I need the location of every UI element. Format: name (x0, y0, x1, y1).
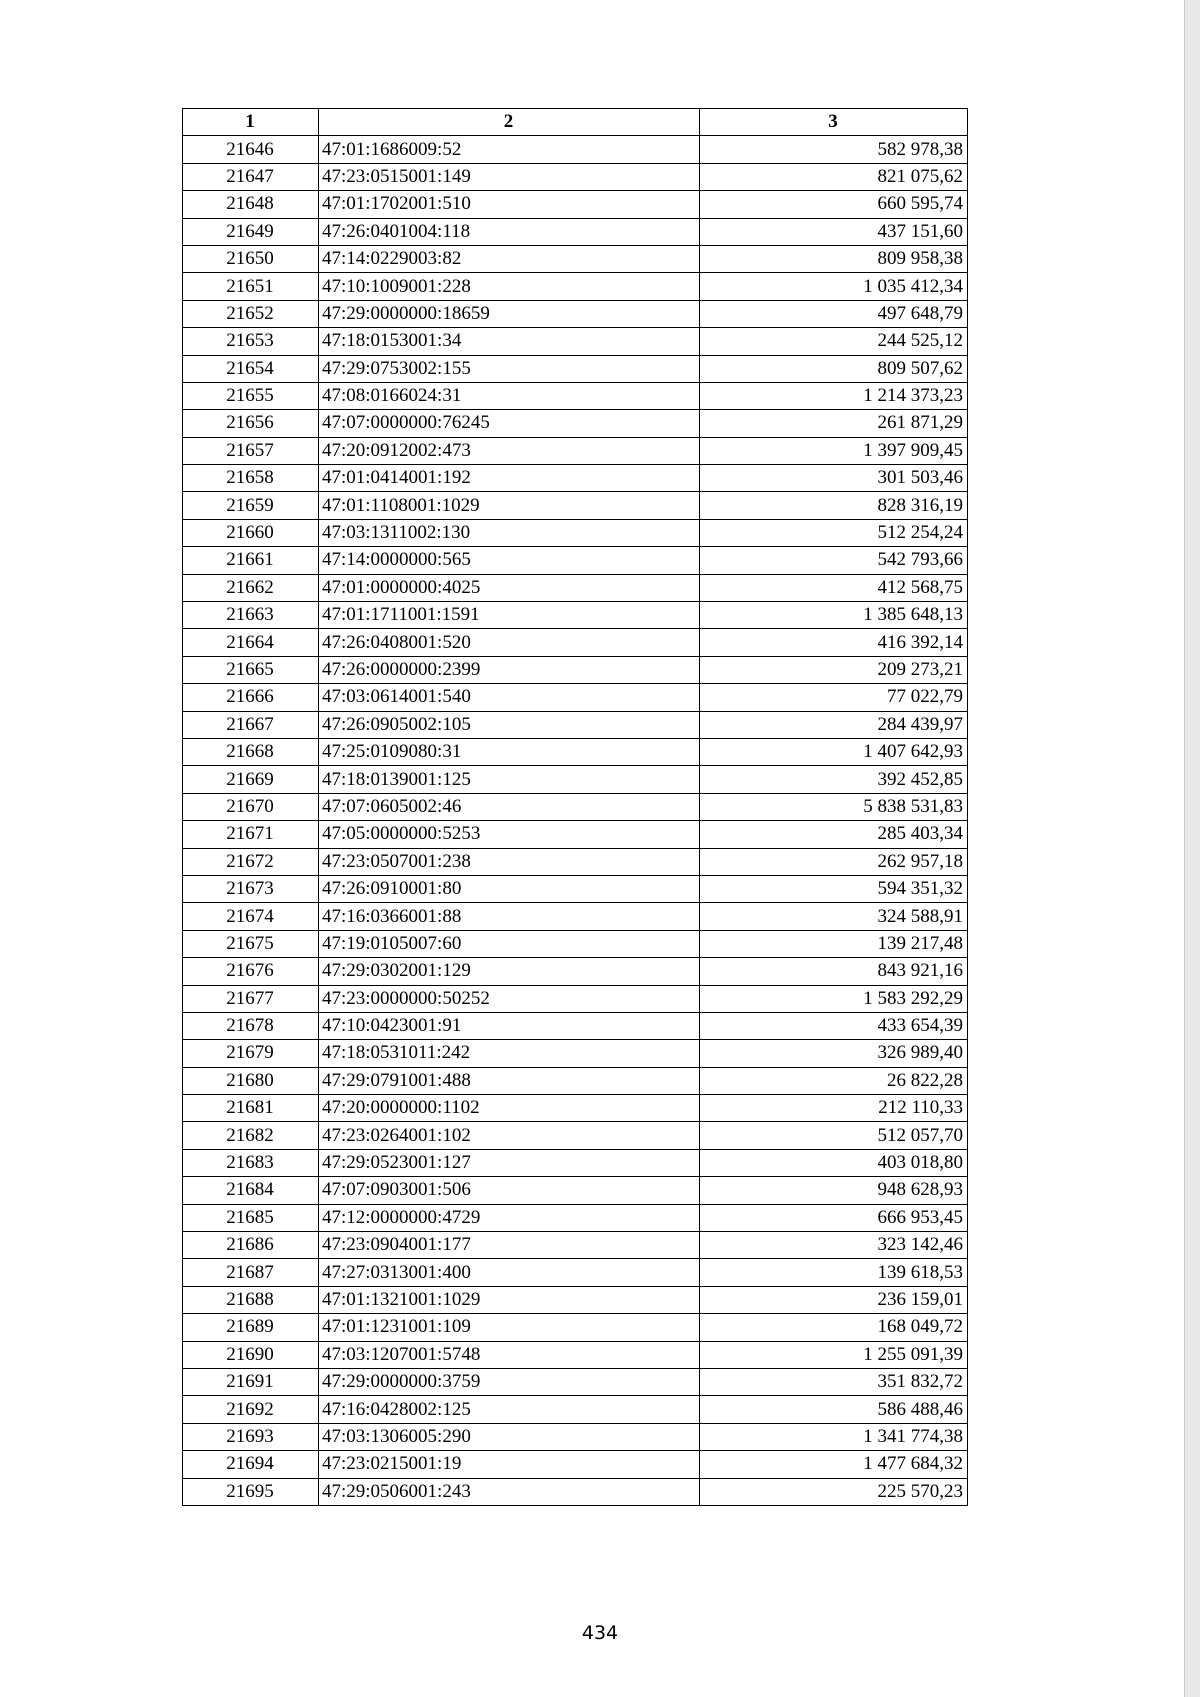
table-row (183, 738, 968, 765)
value-cell: 1 583 292,29 (700, 985, 968, 1012)
value-cell: 412 568,75 (700, 574, 968, 601)
row-number-cell: 21678 (183, 1012, 319, 1039)
table-row (183, 382, 968, 409)
table-row (183, 656, 968, 683)
table-row (183, 1286, 968, 1313)
value-cell: 594 351,32 (700, 875, 968, 902)
table-row (183, 1204, 968, 1231)
table-row (183, 574, 968, 601)
row-number-cell: 21665 (183, 656, 319, 683)
value-cell: 828 316,19 (700, 492, 968, 519)
row-number-cell: 21693 (183, 1423, 319, 1450)
row-number-cell: 21664 (183, 629, 319, 656)
header-cell-3: 3 (700, 109, 968, 136)
row-number-cell: 21660 (183, 519, 319, 546)
row-number-cell: 21673 (183, 875, 319, 902)
table-row (183, 766, 968, 793)
cadastral-number-cell: 47:08:0166024:31 (319, 382, 700, 409)
cadastral-number-cell: 47:14:0229003:82 (319, 245, 700, 272)
value-cell: 168 049,72 (700, 1314, 968, 1341)
table-row (183, 1149, 968, 1176)
table-row (183, 1067, 968, 1094)
row-number-cell: 21681 (183, 1095, 319, 1122)
table-row (183, 218, 968, 245)
value-cell: 660 595,74 (700, 191, 968, 218)
table-row (183, 355, 968, 382)
value-cell: 582 978,38 (700, 136, 968, 163)
value-cell: 285 403,34 (700, 821, 968, 848)
header-row (183, 109, 968, 136)
row-number-cell: 21647 (183, 163, 319, 190)
row-number-cell: 21654 (183, 355, 319, 382)
value-cell: 542 793,66 (700, 547, 968, 574)
value-cell: 26 822,28 (700, 1067, 968, 1094)
value-cell: 261 871,29 (700, 410, 968, 437)
row-number-cell: 21680 (183, 1067, 319, 1094)
row-number-cell: 21689 (183, 1314, 319, 1341)
row-number-cell: 21670 (183, 793, 319, 820)
table-row (183, 875, 968, 902)
cadastral-number-cell: 47:03:0614001:540 (319, 684, 700, 711)
value-cell: 244 525,12 (700, 328, 968, 355)
value-cell: 326 989,40 (700, 1040, 968, 1067)
row-number-cell: 21651 (183, 273, 319, 300)
table-body (183, 136, 968, 1506)
table-row (183, 547, 968, 574)
table-row (183, 684, 968, 711)
cadastral-number-cell: 47:26:0000000:2399 (319, 656, 700, 683)
value-cell: 512 057,70 (700, 1122, 968, 1149)
cadastral-number-cell: 47:07:0903001:506 (319, 1177, 700, 1204)
value-cell: 1 477 684,32 (700, 1451, 968, 1478)
table-row (183, 1012, 968, 1039)
cadastral-number-cell: 47:23:0515001:149 (319, 163, 700, 190)
row-number-cell: 21666 (183, 684, 319, 711)
value-cell: 301 503,46 (700, 465, 968, 492)
cadastral-number-cell: 47:29:0506001:243 (319, 1478, 700, 1505)
cadastral-number-cell: 47:12:0000000:4729 (319, 1204, 700, 1231)
table-row (183, 958, 968, 985)
row-number-cell: 21658 (183, 465, 319, 492)
row-number-cell: 21646 (183, 136, 319, 163)
value-cell: 437 151,60 (700, 218, 968, 245)
table-row (183, 985, 968, 1012)
cadastral-number-cell: 47:26:0905002:105 (319, 711, 700, 738)
value-cell: 948 628,93 (700, 1177, 968, 1204)
cadastral-number-cell: 47:23:0507001:238 (319, 848, 700, 875)
cadastral-number-cell: 47:23:0000000:50252 (319, 985, 700, 1012)
cadastral-number-cell: 47:07:0000000:76245 (319, 410, 700, 437)
cadastral-number-cell: 47:26:0910001:80 (319, 875, 700, 902)
row-number-cell: 21686 (183, 1232, 319, 1259)
row-number-cell: 21652 (183, 300, 319, 327)
value-cell: 809 507,62 (700, 355, 968, 382)
table-row (183, 1095, 968, 1122)
table-row (183, 245, 968, 272)
row-number-cell: 21684 (183, 1177, 319, 1204)
row-number-cell: 21688 (183, 1286, 319, 1313)
value-cell: 1 407 642,93 (700, 738, 968, 765)
data-table (182, 108, 968, 1506)
cadastral-number-cell: 47:29:0302001:129 (319, 958, 700, 985)
value-cell: 586 488,46 (700, 1396, 968, 1423)
cadastral-number-cell: 47:01:1231001:109 (319, 1314, 700, 1341)
table-row (183, 602, 968, 629)
cadastral-number-cell: 47:03:1311002:130 (319, 519, 700, 546)
value-cell: 403 018,80 (700, 1149, 968, 1176)
cadastral-number-cell: 47:01:1711001:1591 (319, 602, 700, 629)
table-row (183, 930, 968, 957)
row-number-cell: 21656 (183, 410, 319, 437)
value-cell: 323 142,46 (700, 1232, 968, 1259)
table-row (183, 163, 968, 190)
cadastral-number-cell: 47:01:0000000:4025 (319, 574, 700, 601)
table-row (183, 711, 968, 738)
table-row (183, 1314, 968, 1341)
value-cell: 416 392,14 (700, 629, 968, 656)
table-row (183, 1232, 968, 1259)
table-row (183, 492, 968, 519)
row-number-cell: 21690 (183, 1341, 319, 1368)
table-row (183, 1451, 968, 1478)
table-row (183, 465, 968, 492)
cadastral-number-cell: 47:03:1306005:290 (319, 1423, 700, 1450)
value-cell: 809 958,38 (700, 245, 968, 272)
row-number-cell: 21669 (183, 766, 319, 793)
value-cell: 236 159,01 (700, 1286, 968, 1313)
table-row (183, 136, 968, 163)
value-cell: 139 217,48 (700, 930, 968, 957)
value-cell: 666 953,45 (700, 1204, 968, 1231)
table-row (183, 328, 968, 355)
row-number-cell: 21676 (183, 958, 319, 985)
cadastral-number-cell: 47:16:0428002:125 (319, 1396, 700, 1423)
row-number-cell: 21692 (183, 1396, 319, 1423)
table-row (183, 1177, 968, 1204)
value-cell: 5 838 531,83 (700, 793, 968, 820)
cadastral-number-cell: 47:19:0105007:60 (319, 930, 700, 957)
cadastral-number-cell: 47:27:0313001:400 (319, 1259, 700, 1286)
cadastral-number-cell: 47:26:0408001:520 (319, 629, 700, 656)
value-cell: 1 385 648,13 (700, 602, 968, 629)
value-cell: 843 921,16 (700, 958, 968, 985)
row-number-cell: 21661 (183, 547, 319, 574)
cadastral-number-cell: 47:23:0904001:177 (319, 1232, 700, 1259)
row-number-cell: 21685 (183, 1204, 319, 1231)
cadastral-number-cell: 47:29:0523001:127 (319, 1149, 700, 1176)
cadastral-number-cell: 47:23:0264001:102 (319, 1122, 700, 1149)
table-row (183, 1478, 968, 1505)
cadastral-number-cell: 47:23:0215001:19 (319, 1451, 700, 1478)
row-number-cell: 21672 (183, 848, 319, 875)
value-cell: 77 022,79 (700, 684, 968, 711)
header-cell-2: 2 (319, 109, 700, 136)
cadastral-number-cell: 47:01:1108001:1029 (319, 492, 700, 519)
cadastral-number-cell: 47:25:0109080:31 (319, 738, 700, 765)
value-cell: 821 075,62 (700, 163, 968, 190)
row-number-cell: 21694 (183, 1451, 319, 1478)
cadastral-number-cell: 47:29:0000000:18659 (319, 300, 700, 327)
row-number-cell: 21653 (183, 328, 319, 355)
table-row (183, 793, 968, 820)
cadastral-number-cell: 47:29:0791001:488 (319, 1067, 700, 1094)
row-number-cell: 21671 (183, 821, 319, 848)
table-row (183, 848, 968, 875)
table-row (183, 273, 968, 300)
cadastral-number-cell: 47:29:0000000:3759 (319, 1368, 700, 1395)
value-cell: 392 452,85 (700, 766, 968, 793)
table-row (183, 191, 968, 218)
table-row (183, 437, 968, 464)
cadastral-number-cell: 47:29:0753002:155 (319, 355, 700, 382)
row-number-cell: 21659 (183, 492, 319, 519)
table-row (183, 1423, 968, 1450)
row-number-cell: 21675 (183, 930, 319, 957)
cadastral-number-cell: 47:20:0000000:1102 (319, 1095, 700, 1122)
cadastral-number-cell: 47:16:0366001:88 (319, 903, 700, 930)
table-row (183, 629, 968, 656)
row-number-cell: 21649 (183, 218, 319, 245)
cadastral-number-cell: 47:14:0000000:565 (319, 547, 700, 574)
table-row (183, 903, 968, 930)
cadastral-number-cell: 47:20:0912002:473 (319, 437, 700, 464)
table-header (183, 109, 968, 136)
cadastral-number-cell: 47:18:0153001:34 (319, 328, 700, 355)
cadastral-number-cell: 47:10:0423001:91 (319, 1012, 700, 1039)
page-number: 434 (581, 1622, 619, 1644)
value-cell: 1 035 412,34 (700, 273, 968, 300)
row-number-cell: 21679 (183, 1040, 319, 1067)
table-row (183, 519, 968, 546)
value-cell: 433 654,39 (700, 1012, 968, 1039)
cadastral-number-cell: 47:01:1686009:52 (319, 136, 700, 163)
table-row (183, 1040, 968, 1067)
page-edge (1184, 0, 1200, 1697)
value-cell: 351 832,72 (700, 1368, 968, 1395)
value-cell: 225 570,23 (700, 1478, 968, 1505)
row-number-cell: 21650 (183, 245, 319, 272)
table-row (183, 1122, 968, 1149)
value-cell: 1 255 091,39 (700, 1341, 968, 1368)
table-row (183, 1396, 968, 1423)
cadastral-number-cell: 47:07:0605002:46 (319, 793, 700, 820)
row-number-cell: 21687 (183, 1259, 319, 1286)
table-row (183, 1259, 968, 1286)
cadastral-number-cell: 47:10:1009001:228 (319, 273, 700, 300)
row-number-cell: 21683 (183, 1149, 319, 1176)
table-row (183, 821, 968, 848)
cadastral-number-cell: 47:01:1702001:510 (319, 191, 700, 218)
table-row (183, 1368, 968, 1395)
value-cell: 497 648,79 (700, 300, 968, 327)
row-number-cell: 21662 (183, 574, 319, 601)
row-number-cell: 21674 (183, 903, 319, 930)
value-cell: 324 588,91 (700, 903, 968, 930)
value-cell: 1 397 909,45 (700, 437, 968, 464)
cadastral-number-cell: 47:18:0531011:242 (319, 1040, 700, 1067)
row-number-cell: 21677 (183, 985, 319, 1012)
value-cell: 209 273,21 (700, 656, 968, 683)
value-cell: 139 618,53 (700, 1259, 968, 1286)
cadastral-number-cell: 47:05:0000000:5253 (319, 821, 700, 848)
cadastral-number-cell: 47:01:0414001:192 (319, 465, 700, 492)
cadastral-number-cell: 47:03:1207001:5748 (319, 1341, 700, 1368)
table-row (183, 300, 968, 327)
cadastral-number-cell: 47:26:0401004:118 (319, 218, 700, 245)
table-row (183, 410, 968, 437)
table-row (183, 1341, 968, 1368)
value-cell: 1 341 774,38 (700, 1423, 968, 1450)
value-cell: 212 110,33 (700, 1095, 968, 1122)
value-cell: 284 439,97 (700, 711, 968, 738)
cadastral-number-cell: 47:18:0139001:125 (319, 766, 700, 793)
row-number-cell: 21663 (183, 602, 319, 629)
value-cell: 1 214 373,23 (700, 382, 968, 409)
row-number-cell: 21655 (183, 382, 319, 409)
row-number-cell: 21657 (183, 437, 319, 464)
header-cell-1: 1 (183, 109, 319, 136)
row-number-cell: 21695 (183, 1478, 319, 1505)
cadastral-number-cell: 47:01:1321001:1029 (319, 1286, 700, 1313)
row-number-cell: 21691 (183, 1368, 319, 1395)
row-number-cell: 21667 (183, 711, 319, 738)
row-number-cell: 21682 (183, 1122, 319, 1149)
row-number-cell: 21648 (183, 191, 319, 218)
row-number-cell: 21668 (183, 738, 319, 765)
value-cell: 512 254,24 (700, 519, 968, 546)
value-cell: 262 957,18 (700, 848, 968, 875)
